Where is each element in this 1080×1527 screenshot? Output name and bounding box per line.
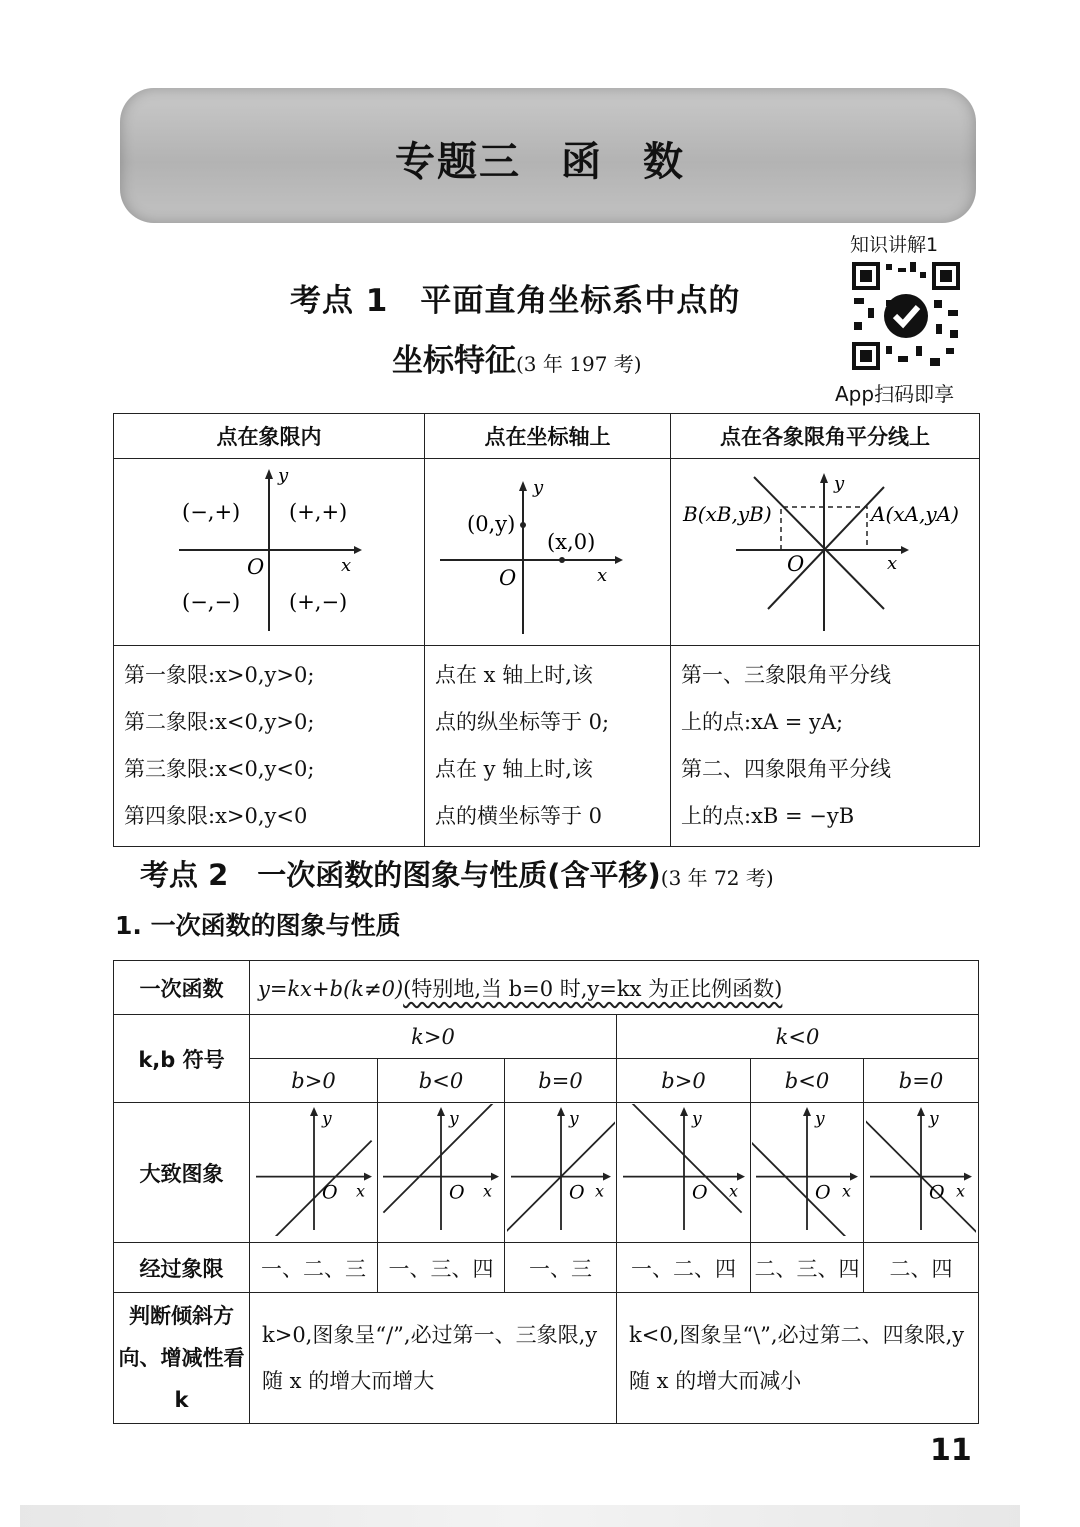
y-axis-arrow <box>680 1107 688 1116</box>
y-label: y <box>533 477 544 498</box>
origin-label: O <box>929 1181 945 1204</box>
graph-k-pos-b-neg <box>378 1103 505 1243</box>
origin-label: O <box>568 1181 585 1204</box>
k-negative: k<0 <box>617 1015 979 1059</box>
q2-label: (−,+) <box>182 500 241 524</box>
function-definition: y=kx+b(k≠0)(特别地,当 b=0 时,y=kx 为正比例函数) <box>250 961 979 1015</box>
q1-label: (+,+) <box>289 500 348 524</box>
qr-code[interactable] <box>850 260 962 372</box>
x-label: x <box>728 1181 738 1201</box>
origin-label: O <box>321 1181 338 1204</box>
origin-label: O <box>787 552 805 576</box>
y-axis-arrow <box>310 1107 318 1116</box>
graph-k-neg-b-neg <box>751 1103 864 1243</box>
x-axis-arrow <box>364 1173 372 1181</box>
header-bisector: 点在各象限角平分线上 <box>671 414 980 459</box>
graph-quadrants <box>114 459 425 646</box>
origin-label: O <box>499 566 517 590</box>
q3-label: (−,−) <box>182 590 241 614</box>
point-a-label: A(xA,yA) <box>871 502 959 526</box>
qr-subcaption: App扫码即享 <box>835 382 955 406</box>
coordinate-table <box>113 413 980 847</box>
origin-label: O <box>247 555 265 579</box>
quadrants-cell: 一、二、三 <box>250 1243 378 1293</box>
x-label: x <box>594 1181 604 1201</box>
section1-title-line2: 坐标特征(3 年 197 考) <box>392 343 642 379</box>
x-axis-arrow <box>603 1173 611 1181</box>
y-axis-arrow <box>803 1107 811 1116</box>
x-axis-arrow <box>964 1173 972 1181</box>
qr-caption: 知识讲解1 <box>850 234 939 256</box>
quadrants-cell: 一、三 <box>505 1243 617 1293</box>
y-label: y <box>278 465 289 486</box>
y-label: y <box>321 1109 332 1129</box>
y-label: y <box>449 1109 459 1129</box>
origin-label: O <box>691 1181 708 1204</box>
bisector-rules: 第一、三象限角平分线 上的点:xA = yA; 第二、四象限角平分线 上的点:xB = −yB <box>671 646 980 847</box>
y-axis-arrow <box>557 1107 565 1116</box>
subsection-title: 1. 一次函数的图象与性质 <box>115 911 401 940</box>
x-label: x <box>887 553 898 574</box>
row-label-quadrants: 经过象限 <box>114 1243 250 1293</box>
x-label: x <box>355 1181 365 1201</box>
graph-bisectors <box>671 459 980 646</box>
b-sign: b=0 <box>864 1059 979 1103</box>
graph-k-pos-b-pos <box>250 1103 378 1243</box>
graph-axis-points <box>425 459 671 646</box>
x-label: x <box>842 1181 852 1201</box>
page-number: 11 <box>930 1433 972 1468</box>
x-axis-arrow <box>491 1173 499 1181</box>
header-quadrant: 点在象限内 <box>114 414 425 459</box>
x-label: x <box>341 555 352 576</box>
y-label: y <box>691 1109 702 1129</box>
quadrant-rules: 第一象限:x>0,y>0; 第二象限:x<0,y>0; 第三象限:x<0,y<0; 第四象限:x>0,y<0 <box>114 646 425 847</box>
graph-k-pos-b-zero <box>505 1103 617 1243</box>
k-positive: k>0 <box>250 1015 617 1059</box>
y-label: y <box>834 473 845 494</box>
y-axis-arrow <box>437 1107 445 1116</box>
y-axis-arrow <box>917 1107 925 1116</box>
b-sign: b<0 <box>751 1059 864 1103</box>
point-b-label: B(xB,yB) <box>683 502 772 526</box>
section1-title: 考点 1 平面直角坐标系中点的 <box>290 283 741 319</box>
y-label: y <box>929 1109 939 1129</box>
graph-k-neg-b-pos <box>617 1103 751 1243</box>
q4-label: (+,−) <box>289 590 348 614</box>
x-label: x <box>483 1181 493 1201</box>
point-x-axis-label: (x,0) <box>547 530 596 554</box>
x-label: x <box>597 565 608 586</box>
quadrants-cell: 二、三、四 <box>751 1243 864 1293</box>
x-label: x <box>956 1181 966 1201</box>
x-axis-arrow <box>737 1173 745 1181</box>
linear-function-table <box>113 960 979 1424</box>
b-sign: b=0 <box>505 1059 617 1103</box>
description-k-negative: k<0,图象呈“\”,必过第二、四象限,y 随 x 的增大而减小 <box>617 1293 979 1424</box>
quadrants-cell: 一、二、四 <box>617 1243 751 1293</box>
row-label-function: 一次函数 <box>114 961 250 1015</box>
scan-edge <box>20 1505 1020 1527</box>
header-axis: 点在坐标轴上 <box>425 414 671 459</box>
row-label-signs: k,b 符号 <box>114 1015 250 1103</box>
origin-label: O <box>449 1181 465 1204</box>
b-sign: b>0 <box>617 1059 751 1103</box>
point-y-axis-label: (0,y) <box>467 512 516 536</box>
b-sign: b>0 <box>250 1059 378 1103</box>
quadrants-cell: 二、四 <box>864 1243 979 1293</box>
axis-rules: 点在 x 轴上时,该 点的纵坐标等于 0; 点在 y 轴上时,该 点的横坐标等于 0 <box>425 646 671 847</box>
origin-label: O <box>815 1181 831 1204</box>
y-label: y <box>815 1109 825 1129</box>
row-label-graph: 大致图象 <box>114 1103 250 1243</box>
y-label: y <box>568 1109 579 1129</box>
description-k-positive: k>0,图象呈“/”,必过第一、三象限,y 随 x 的增大而增大 <box>250 1293 617 1424</box>
b-sign: b<0 <box>378 1059 505 1103</box>
section2-title: 考点 2 一次函数的图象与性质(含平移)(3 年 72 考) <box>140 858 774 892</box>
quadrants-cell: 一、三、四 <box>378 1243 505 1293</box>
graph-k-neg-b-zero <box>864 1103 979 1243</box>
row-label-slope: 判断倾斜方向、增减性看 k <box>114 1293 250 1424</box>
chapter-title: 专题三 函 数 <box>395 139 685 185</box>
x-axis-arrow <box>850 1173 858 1181</box>
